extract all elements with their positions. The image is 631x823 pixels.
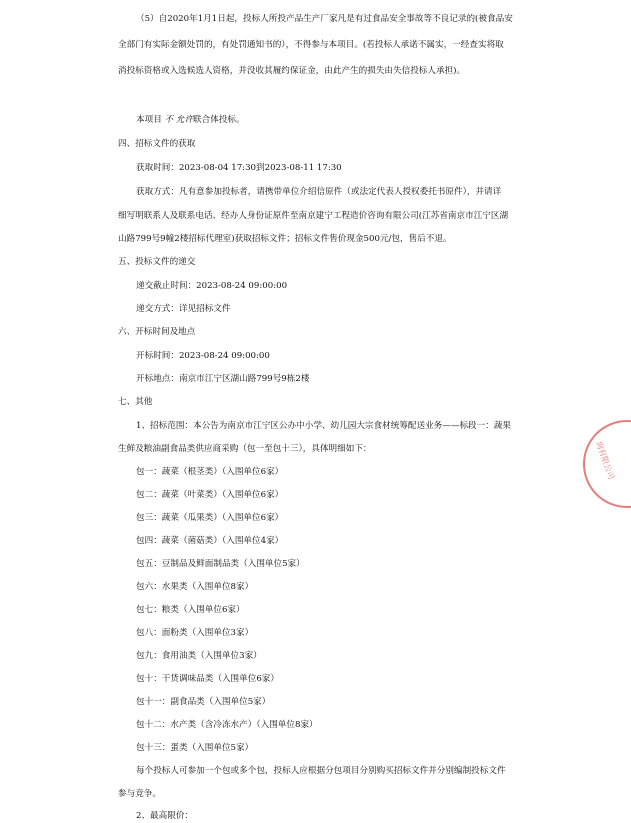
para-5-line-2: 全部门有实际金额处罚的，有处罚通知书的），不得参与本项目。(若投标人承诺不属实，一经查实将取 (118, 40, 504, 50)
joint-not-allowed: 不 允许 (164, 115, 194, 125)
scope-line-1: 1、招标范围：本公告为南京市江宁区公办中小学、幼儿园大宗食材统筹配送业务——标段一：蔬果 (136, 421, 512, 431)
package-item: 包五：豆制品及鲜面制品类（入围单位5家） (136, 559, 305, 569)
company-seal-stamp (583, 420, 631, 508)
section-6-title: 六、开标时间及地点 (118, 327, 196, 337)
package-item: 包二：蔬菜（叶菜类）（入围单位6家） (136, 490, 284, 500)
package-item: 包四：蔬菜（菌菇类）（入围单位4家） (136, 536, 284, 546)
opening-place: 开标地点：南京市江宁区湖山路799号9栋2楼 (136, 374, 310, 384)
note-line-1: 每个投标人可参加一个包或多个包，投标人应根据分包项目分别购买招标文件并分别编制投标文件 (136, 766, 506, 776)
package-item: 包三：蔬菜（瓜果类）（入围单位6家） (136, 513, 284, 523)
package-item: 包六：水果类（入围单位8家） (136, 582, 254, 592)
seal-text: 询有限公司 (593, 439, 617, 481)
opening-time: 开标时间：2023-08-24 09:00:00 (136, 351, 270, 361)
note-line-2: 参与竞争。 (118, 789, 161, 799)
max-price-heading: 2、最高限价： (136, 811, 194, 821)
acquire-method-line-2: 细写明联系人及联系电话、经办人身份证原件至南京建宁工程造价咨询有限公司(江苏省南京市江宁区湖 (118, 211, 509, 221)
acquire-method-line-3: 山路799号9幢2楼招标代理室)获取招标文件；招标文件售价现金500元/包，售后不退。 (118, 234, 452, 244)
section-5-title: 五、投标文件的递交 (118, 257, 196, 267)
para-5-line-3: 消投标资格或入选候选人资格，并没收其履约保证金，由此产生的损失由失信投标人承担)。 (118, 66, 466, 76)
para-5-line-1: （5）自2020年1月1日起，投标人所投产品生产厂家凡是有过食品安全事故等不良记录的(被食品安 (136, 14, 513, 24)
joint-bid-statement (136, 114, 245, 126)
acquire-time: 获取时间：2023-08-04 17:30到2023-08-11 17:30 (136, 163, 342, 173)
package-item: 包九：食用油类（入围单位3家） (136, 651, 262, 661)
package-item: 包十二：水产类（含冷冻水产）（入围单位8家） (136, 720, 318, 730)
scope-line-2: 生鲜及粮油副食品类供应商采购（包一至包十三），具体明细如下： (118, 444, 372, 454)
package-item: 包十一：副食品类（入围单位5家） (136, 697, 271, 707)
package-item: 包十三：蛋类（入围单位5家） (136, 743, 254, 753)
acquire-method-line-1: 获取方式：凡有意参加投标者，请携带单位介绍信原件（或法定代表人授权委托书原件），并请详 (136, 187, 502, 197)
section-4-title: 四、招标文件的获取 (118, 139, 196, 149)
submit-method: 递交方式：详见招标文件 (136, 304, 231, 314)
package-item: 包七：粮类（入围单位6家） (136, 605, 245, 615)
section-7-title: 七、其他 (118, 397, 153, 407)
package-item: 包十：干货调味品类（入围单位6家） (136, 674, 279, 684)
package-item: 包一：蔬菜（根茎类）（入围单位6家） (136, 467, 284, 477)
package-item: 包八：面粉类（入围单位3家） (136, 628, 254, 638)
joint-suffix: 联合体投标。 (193, 115, 245, 125)
submit-deadline: 递交截止时间：2023-08-24 09:00:00 (136, 281, 288, 291)
joint-prefix: 本项目 (136, 115, 162, 125)
